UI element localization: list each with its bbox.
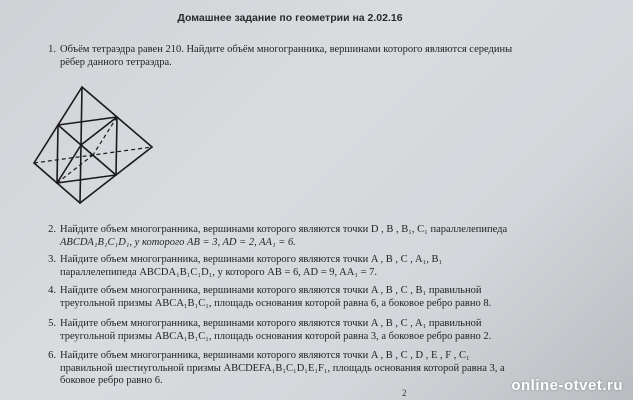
problem-line: параллелепипеда ABCDA₁B₁C₁D₁, у которого AB = 6, AD = 9, AA₁ = 7. bbox=[60, 266, 378, 278]
problem-line: Найдите объем многогранника, вершинами которого являются точки D , B , B₁, C₁ параллелепипеда bbox=[60, 224, 508, 235]
problem-line: рёбер данного тетраэдра. bbox=[60, 56, 172, 68]
site-watermark: online-otvet.ru bbox=[511, 377, 623, 394]
problem-line: Найдите объем многогранника, вершинами которого являются точки A , B , C , B₁ правильной bbox=[60, 285, 482, 296]
problem-number: 1. bbox=[48, 44, 56, 55]
problem-line: правильной шестиугольной призмы ABCDEFA₁B₁C₁D₁E₁F₁, площадь основания которой равна 3, а bbox=[60, 362, 505, 374]
problem-number: 3. bbox=[48, 254, 56, 265]
problem-line: Найдите объем многогранника, вершинами которого являются точки A , B , C , D , E , F , C₁ bbox=[60, 350, 470, 361]
problem-line: треугольной призмы ABCA₁B₁C₁, площадь основания которой равна 6, а боковое ребро равно 8. bbox=[60, 297, 492, 309]
problem-line: ABCDA₁B₁C₁D₁, у которого AB = 3, AD = 2, AA₁ = 6. bbox=[60, 236, 296, 248]
problem-line: треугольной призмы ABCA₁B₁C₁, площадь основания которой равна 3, а боковое ребро равно 2. bbox=[60, 330, 492, 342]
problem-number: 2. bbox=[48, 224, 56, 235]
page-title: Домашнее задание по геометрии на 2.02.16 bbox=[177, 12, 403, 24]
problem-number: 6. bbox=[48, 350, 56, 361]
problem-line: Найдите объем многогранника, вершинами которого являются точки A , B , C , A₁, B₁ bbox=[60, 254, 443, 265]
problem-number: 4. bbox=[48, 285, 56, 296]
problem-line: Объём тетраэдра равен 210. Найдите объём многогранника, вершинами которого являются середины bbox=[60, 44, 513, 55]
page-number: 2 bbox=[402, 388, 407, 398]
tetrahedron-figure bbox=[30, 85, 160, 205]
problem-line: Найдите объем многогранника, вершинами которого являются точки A , B , C , A₁ правильной bbox=[60, 318, 482, 329]
problem-line: боковое ребро равно 6. bbox=[60, 375, 163, 386]
problem-number: 5. bbox=[48, 318, 56, 329]
